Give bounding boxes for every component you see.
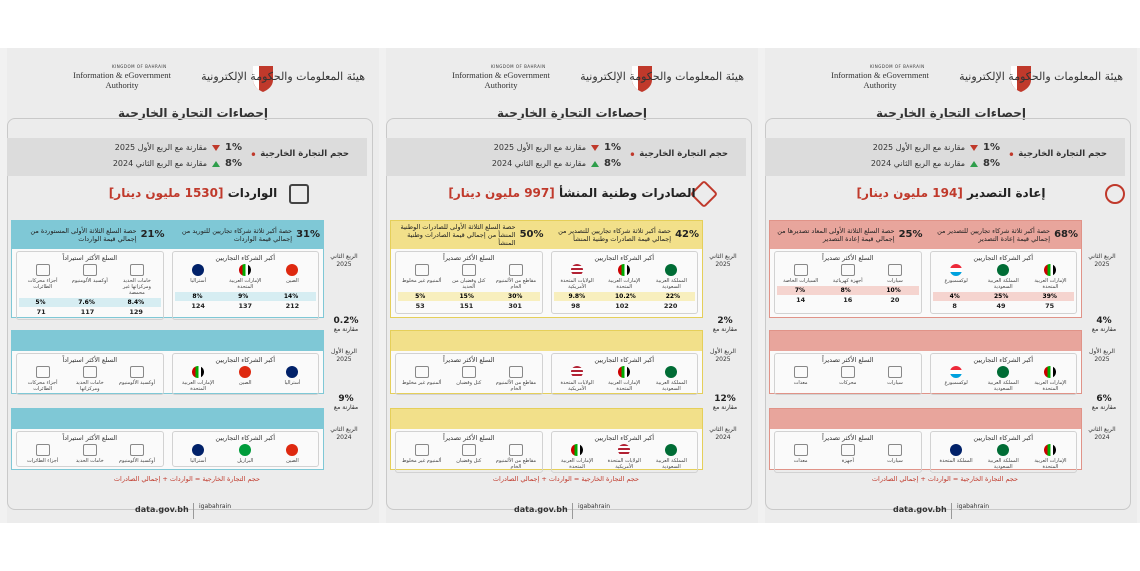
flag-icon bbox=[239, 264, 251, 276]
exports-panel: هيئة المعلومات والحكومة الإلكترونية KINGDOM OF BAHRAIN Information & eGovernment Authority إحصاءات التجارة الخارجية حجم التجارة الخارجية • 1% مقارنة مع الربع الأول 2025 8% مقارنة مع الربع الثاني 2024 الصادرات وطنية المنشأ [997 مليون دينار] 42% حصة أكبر ثلاثة شركاء تجاريين للتصدير من إجمالي قيمة الصادرات وطنية المنشأ 50% حصة السلع الثلاثة الأولى للصادرات الوطنية المنشأ من إجمالي قيمة الصادرات وطنية المنشأ أكبر الشركاء التجاريين المملكة العربية السعودية الإمارات العربية المتحدة الولايات المتحدة الأمريكية 22% 10.2% 9.8% 220 102 98 السلع الأكثر تصديراً مقاطع من الألمنيوم الخام كتل وقضبان من الحديد ألمنيوم غير مخلوط 30% 15% 5% 301 151 53 الربع الثاني 2025 2% مقارنة مع أكبر الشركاء التجاريين المملكة العربية السعودية الإمارات العربية المتحدة الولايات المتحدة الأمريكية السلع الأكثر تصديراً مقاطع من الألمنيوم الخام كتل وقضبان ألمنيوم غير مخلوط الربع الأول 2025 12% مقارنة مع أكبر الشركاء التجاريين المملكة العربية السعودية الولايات المتحدة الأمريكية الإمارات العربية المتحدة السلع الأكثر تصديراً مقاطع من الألمنيوم الخام كتل وقضبان ألمنيوم غير مخلوط الربع الثاني 2024 حجم التجارة الخارجية = الواردات + إجمالي الصادرات data.gov.bh igabahrain bbox=[386, 48, 758, 523]
footer bbox=[7, 503, 379, 521]
down-arrow-icon bbox=[212, 145, 220, 151]
goods-item: أوكسيد الألومنيوم bbox=[69, 264, 111, 296]
org-arabic: هيئة المعلومات والحكومة الإلكترونية bbox=[959, 70, 1123, 83]
partners-column: أكبر الشركاء التجاريين الصين الإمارات العربية المتحدة أستراليا 14% 9% 8% 212 137 124 bbox=[172, 251, 320, 320]
trade-volume-band: حجم التجارة الخارجية • 1% مقارنة مع الربع الأول 2025 8% مقارنة مع الربع الثاني 2024 bbox=[386, 138, 746, 176]
quarter-block-q1-2025: أكبر الشركاء التجاريين الإمارات العربية المتحدة المملكة العربية السعودية لوكسمبورغ السلع الأكثر تصديراً سيارات محركات معدات bbox=[769, 330, 1082, 394]
header bbox=[765, 58, 1137, 98]
down-arrow-icon bbox=[970, 145, 978, 151]
dot-icon: • bbox=[628, 148, 636, 162]
org-arabic: هيئة المعلومات والحكومة الإلكترونية bbox=[580, 70, 744, 83]
header bbox=[7, 58, 379, 98]
imports-panel bbox=[7, 48, 379, 523]
quarter-block-q1-2025: أكبر الشركاء التجاريين أستراليا الصين الإمارات العربية المتحدة السلع الأكثر استيراداً أوكسيد الألومنيوم خامات الحديد ومركزاتها أجزاء محركات الطائرات bbox=[11, 330, 324, 394]
quarter-block-q2-2025 bbox=[11, 220, 324, 318]
partners-share: 31% حصة أكبر ثلاثة شركاء تجاريين للتوريد من إجمالي قيمة الواردات bbox=[181, 227, 320, 243]
footnote: حجم التجارة الخارجية = الواردات + إجمالي الصادرات bbox=[113, 475, 261, 483]
down-arrow-icon bbox=[591, 145, 599, 151]
kingdom-label: KINGDOM OF BAHRAIN bbox=[491, 64, 546, 69]
goods-icon bbox=[130, 264, 144, 276]
website-link[interactable]: data.gov.bh bbox=[514, 505, 568, 514]
page-title: إحصاءات التجارة الخارجية bbox=[876, 106, 1026, 120]
goods-item: خامات الحديد ومركزاتها غير محمصة bbox=[116, 264, 158, 296]
page-title: إحصاءات التجارة الخارجية bbox=[118, 106, 268, 120]
kingdom-label: KINGDOM OF BAHRAIN bbox=[112, 64, 167, 69]
social-handle[interactable]: igabahrain bbox=[578, 503, 611, 510]
quarter-block-q2-2025: 68% حصة أكبر ثلاثة شركاء تجاريين للتصدير من إجمالي قيمة إعادة التصدير 25% حصة السلع الثلاثة الأولى المعاد تصديرها من إجمالي قيمة إعادة التصدير أكبر الشركاء التجاريين الإمارات العربية المتحدة المملكة العربية السعودية لوكسمبورغ 39% 25% 4% 75 49 8 السلع الأكثر تصديراً سيارات أجهزة كهربائية السيارات الخاصة 10% 8% 7% 20 16 14 bbox=[769, 220, 1082, 318]
website-link[interactable]: data.gov.bh bbox=[135, 505, 189, 514]
vs-q2-row: 8% مقارنة مع الربع الثاني 2024 bbox=[112, 158, 242, 169]
org-english: Information & eGovernment Authority bbox=[452, 70, 550, 90]
flag-icon bbox=[286, 264, 298, 276]
quarter-label: الربع الثاني 2024 bbox=[330, 426, 358, 441]
goods-icon bbox=[83, 264, 97, 276]
dot-icon: • bbox=[1007, 148, 1015, 162]
partner-item: الصين bbox=[271, 264, 313, 290]
compare-q1: 0.2% مقارنة مع bbox=[333, 316, 359, 333]
trade-volume-band: حجم التجارة الخارجية • 1% مقارنة مع الربع الأول 2025 8% مقارنة مع الربع الثاني 2024 bbox=[765, 138, 1125, 176]
compare-q2-2024: 9% مقارنة مع bbox=[333, 394, 359, 411]
infographic-sheet bbox=[0, 48, 1140, 523]
up-arrow-icon bbox=[212, 161, 220, 167]
trade-volume-label: حجم التجارة الخارجية bbox=[260, 149, 349, 159]
goods-icon bbox=[36, 264, 50, 276]
up-arrow-icon bbox=[970, 161, 978, 167]
partner-item: أستراليا bbox=[177, 264, 219, 290]
website-link[interactable]: data.gov.bh bbox=[893, 505, 947, 514]
page-title: إحصاءات التجارة الخارجية bbox=[497, 106, 647, 120]
social-handle[interactable]: igabahrain bbox=[199, 503, 232, 510]
quarter-block-q1-2025: أكبر الشركاء التجاريين المملكة العربية السعودية الإمارات العربية المتحدة الولايات المتحدة الأمريكية السلع الأكثر تصديراً مقاطع من الألمنيوم الخام كتل وقضبان ألمنيوم غير مخلوط bbox=[390, 330, 703, 394]
section-title: إعادة التصدير [194 مليون دينار] bbox=[856, 186, 1046, 200]
header bbox=[386, 58, 758, 98]
reexports-panel: هيئة المعلومات والحكومة الإلكترونية KINGDOM OF BAHRAIN Information & eGovernment Authority إحصاءات التجارة الخارجية حجم التجارة الخارجية • 1% مقارنة مع الربع الأول 2025 8% مقارنة مع الربع الثاني 2024 إعادة التصدير [194 مليون دينار] 68% حصة أكبر ثلاثة شركاء تجاريين للتصدير من إجمالي قيمة إعادة التصدير 25% حصة السلع الثلاثة الأولى المعاد تصديرها من إجمالي قيمة إعادة التصدير أكبر الشركاء التجاريين الإمارات العربية المتحدة المملكة العربية السعودية لوكسمبورغ 39% 25% 4% 75 49 8 السلع الأكثر تصديراً سيارات أجهزة كهربائية السيارات الخاصة 10% 8% 7% 20 16 14 الربع الثاني 2025 4% مقارنة مع أكبر الشركاء التجاريين الإمارات العربية المتحدة المملكة العربية السعودية لوكسمبورغ السلع الأكثر تصديراً سيارات محركات معدات الربع الأول 2025 6% مقارنة مع أكبر الشركاء التجاريين الإمارات العربية المتحدة المملكة العربية السعودية المملكة المتحدة السلع الأكثر تصديراً سيارات أجهزة معدات الربع الثاني 2024 حجم التجارة الخارجية = الواردات + إجمالي الصادرات data.gov.bh igabahrain bbox=[765, 48, 1137, 523]
kingdom-label: KINGDOM OF BAHRAIN bbox=[870, 64, 925, 69]
org-arabic: هيئة المعلومات والحكومة الإلكترونية bbox=[201, 70, 365, 83]
quarter-block-q2-2025: 42% حصة أكبر ثلاثة شركاء تجاريين للتصدير من إجمالي قيمة الصادرات وطنية المنشأ 50% حصة السلع الثلاثة الأولى للصادرات الوطنية المنشأ من إجمالي قيمة الصادرات وطنية المنشأ أكبر الشركاء التجاريين المملكة العربية السعودية الإمارات العربية المتحدة الولايات المتحدة الأمريكية 22% 10.2% 9.8% 220 102 98 السلع الأكثر تصديراً مقاطع من الألمنيوم الخام كتل وقضبان من الحديد ألمنيوم غير مخلوط 30% 15% 5% 301 151 53 bbox=[390, 220, 703, 318]
org-english: Information & eGovernment Authority bbox=[73, 70, 171, 90]
goods-item: أجزاء محركات الطائرات bbox=[21, 264, 63, 296]
quarter-label: الربع الأول 2025 bbox=[331, 348, 357, 363]
partner-item: الإمارات العربية المتحدة bbox=[224, 264, 266, 290]
dot-icon: • bbox=[249, 148, 257, 162]
quarter-block-q2-2024: أكبر الشركاء التجاريين الإمارات العربية المتحدة المملكة العربية السعودية المملكة المتحدة السلع الأكثر تصديراً سيارات أجهزة معدات bbox=[769, 408, 1082, 470]
quarter-label: الربع الثاني 2025 bbox=[330, 253, 358, 268]
quarter-block-q2-2024: أكبر الشركاء التجاريين المملكة العربية السعودية الولايات المتحدة الأمريكية الإمارات العربية المتحدة السلع الأكثر تصديراً مقاطع من الألمنيوم الخام كتل وقضبان ألمنيوم غير مخلوط bbox=[390, 408, 703, 470]
goods-share: 21% حصة السلع الثلاثة الأولى المستوردة من إجمالي قيمة الواردات bbox=[30, 227, 165, 243]
section-title: الصادرات وطنية المنشأ [997 مليون دينار] bbox=[448, 186, 696, 200]
up-arrow-icon bbox=[591, 161, 599, 167]
quarter-block-q2-2024: أكبر الشركاء التجاريين الصين البرازيل أستراليا السلع الأكثر استيراداً أوكسيد الألومنيوم خامات الحديد أجزاء الطائرات bbox=[11, 408, 324, 470]
flag-icon bbox=[192, 264, 204, 276]
org-english: Information & eGovernment Authority bbox=[831, 70, 929, 90]
vs-q1-row: 1% مقارنة مع الربع الأول 2025 bbox=[114, 142, 242, 153]
section-title: الواردات [1530 مليون دينار] bbox=[108, 186, 278, 200]
social-handle[interactable]: igabahrain bbox=[957, 503, 990, 510]
goods-column: السلع الأكثر استيراداً خامات الحديد ومركزاتها غير محمصة أوكسيد الألومنيوم أجزاء محركات الطائرات 8.4% 7.6% 5% 129 117 71 bbox=[16, 251, 164, 320]
trade-volume-band bbox=[7, 138, 367, 176]
